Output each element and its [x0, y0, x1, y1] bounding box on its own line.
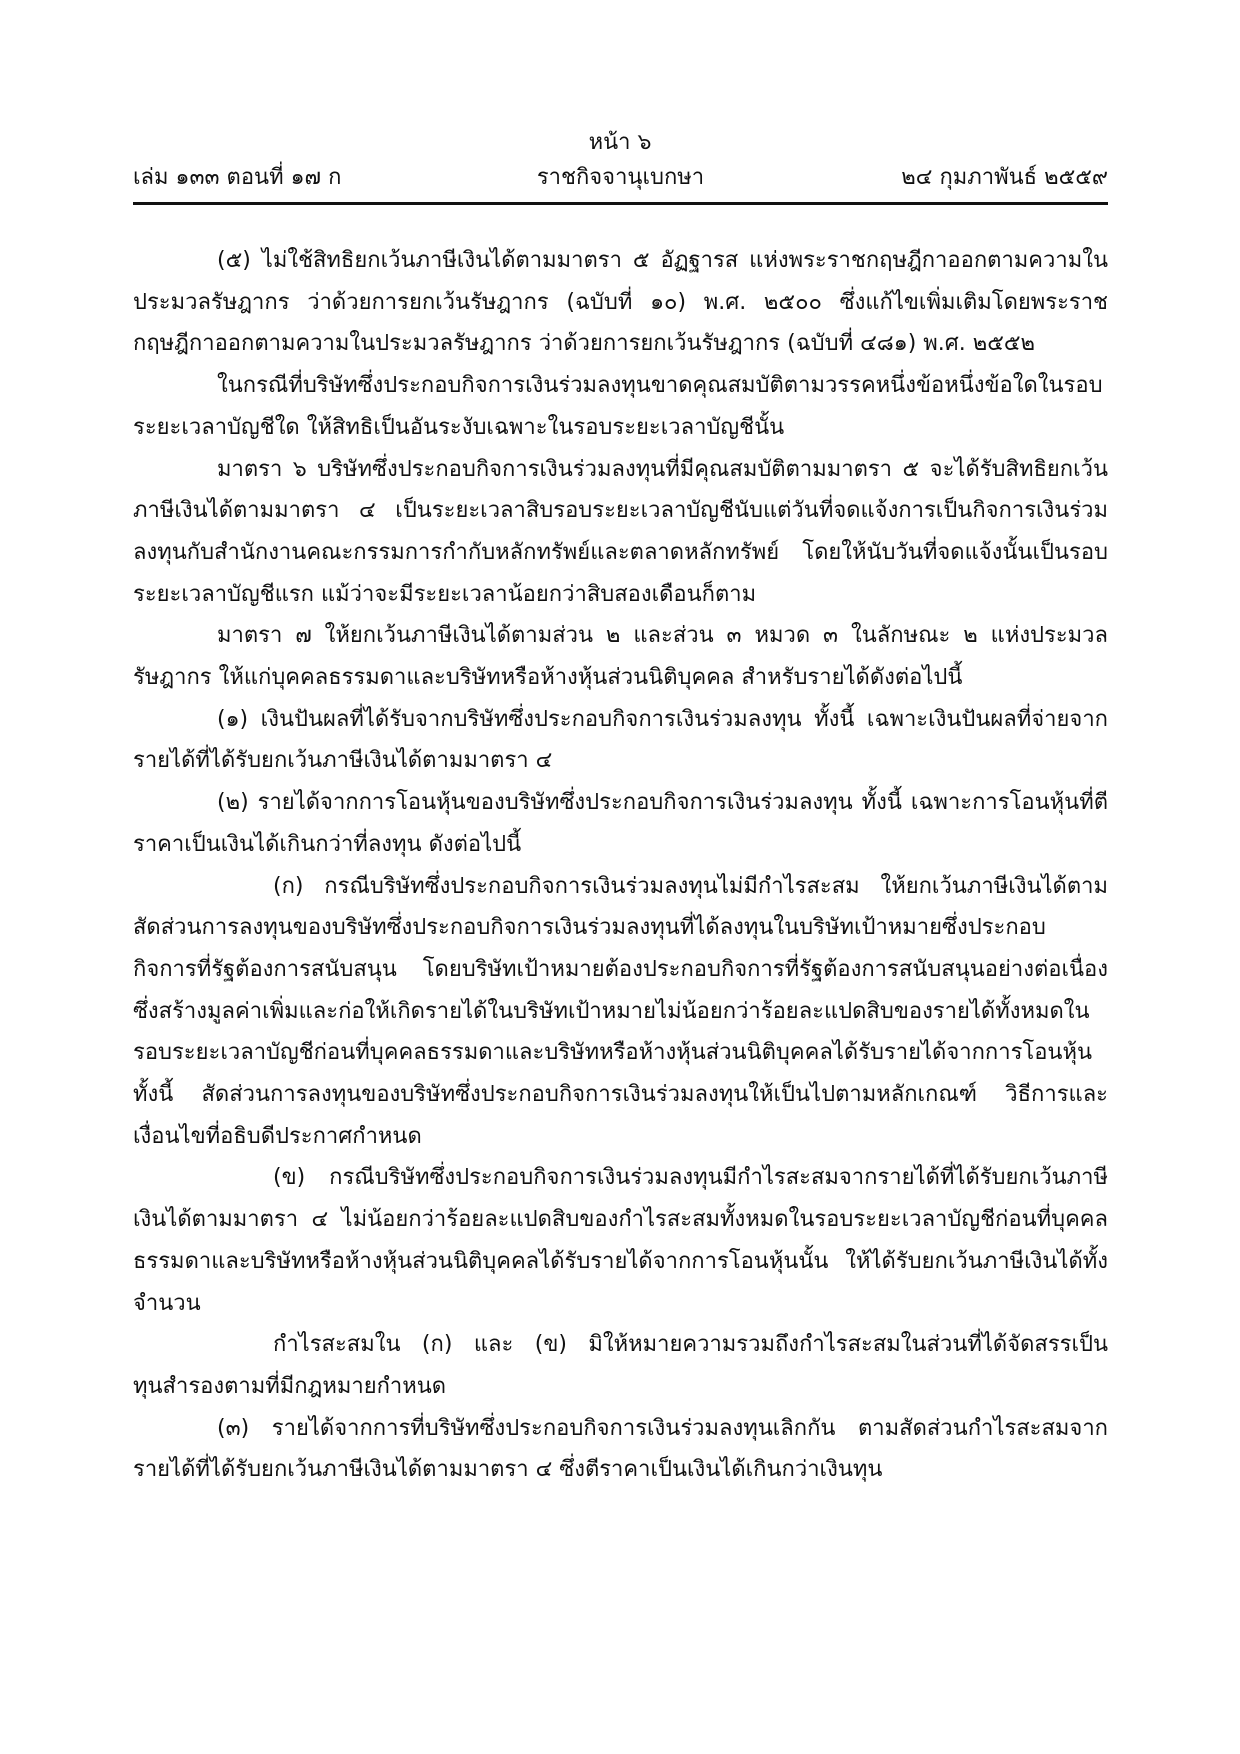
paragraph-subitem-a: (ก) กรณีบริษัทซึ่งประกอบกิจการเงินร่วมลงทุนไม่มีกำไรสะสม ให้ยกเว้นภาษีเงินได้ตามสัดส่วนการลงทุนของบริษัทซึ่งประกอบกิจการเงินร่วมลงทุนที่ได้ลงทุนในบริษัทเป้าหมายซึ่งประกอบกิจการที่รัฐต้องการสนับสนุน โดยบริษัทเป้าหมายต้องประกอบกิจการที่รัฐต้องการสนับสนุนอย่างต่อเนื่องซึ่งสร้างมูลค่าเพิ่มและก่อให้เกิดรายได้ในบริษัทเป้าหมายไม่น้อยกว่าร้อยละแปดสิบของรายได้ทั้งหมดในรอบระยะเวลาบัญชีก่อนที่บุคคลธรรมดาและบริษัทหรือห้างหุ้นส่วนนิติบุคคลได้รับรายได้จากการโอนหุ้น ทั้งนี้ สัดส่วนการลงทุนของบริษัทซึ่งประกอบกิจการเงินร่วมลงทุนให้เป็นไปตามหลักเกณฑ์ วิธีการและเงื่อนไขที่อธิบดีประกาศกำหนด	[133, 873, 1108, 1149]
paragraph-retained-earnings: กำไรสะสมใน (ก) และ (ข) มิให้หมายความรวมถึงกำไรสะสมในส่วนที่ได้จัดสรรเป็นทุนสำรองตามที่มีกฎหมายกำหนด	[133, 1332, 1108, 1399]
paragraph-clause-5: (๕) ไม่ใช้สิทธิยกเว้นภาษีเงินได้ตามมาตรา ๕ อัฏฐารส แห่งพระราชกฤษฎีกาออกตามความในประมวลรัษฎากร ว่าด้วยการยกเว้นรัษฎากร (ฉบับที่ ๑๐) พ.ศ. ๒๕๐๐ ซึ่งแก้ไขเพิ่มเติมโดยพระราชกฤษฎีกาออกตามความในประมวลรัษฎากร ว่าด้วยการยกเว้นรัษฎากร (ฉบับที่ ๔๘๑) พ.ศ. ๒๕๕๒	[133, 248, 1108, 357]
paragraph-section-6: มาตรา ๖ บริษัทซึ่งประกอบกิจการเงินร่วมลงทุนที่มีคุณสมบัติตามมาตรา ๕ จะได้รับสิทธิยกเว้นภาษีเงินได้ตามมาตรา ๔ เป็นระยะเวลาสิบรอบระยะเวลาบัญชีนับแต่วันที่จดแจ้งการเป็นกิจการเงินร่วมลงทุนกับสำนักงานคณะกรรมการกำกับหลักทรัพย์และตลาดหลักทรัพย์ โดยให้นับวันที่จดแจ้งนั้นเป็นรอบระยะเวลาบัญชีแรก แม้ว่าจะมีระยะเวลาน้อยกว่าสิบสองเดือนก็ตาม	[133, 456, 1108, 607]
paragraph-item-2: (๒) รายได้จากการโอนหุ้นของบริษัทซึ่งประกอบกิจการเงินร่วมลงทุน ทั้งนี้ เฉพาะการโอนหุ้นที่ตีราคาเป็นเงินได้เกินกว่าที่ลงทุน ดังต่อไปนี้	[133, 790, 1108, 857]
paragraph-disqualification: ในกรณีที่บริษัทซึ่งประกอบกิจการเงินร่วมลงทุนขาดคุณสมบัติตามวรรคหนึ่งข้อหนึ่งข้อใดในรอบระยะเวลาบัญชีใด ให้สิทธิเป็นอันระงับเฉพาะในรอบระยะเวลาบัญชีนั้น	[133, 373, 1103, 440]
volume-issue: เล่ม ๑๓๓ ตอนที่ ๑๗ ก	[133, 165, 342, 190]
paragraph-item-3: (๓) รายได้จากการที่บริษัทซึ่งประกอบกิจการเงินร่วมลงทุนเลิกกัน ตามสัดส่วนกำไรสะสมจากรายได้ที่ได้รับยกเว้นภาษีเงินได้ตามมาตรา ๔ ซึ่งตีราคาเป็นเงินได้เกินกว่าเงินทุน	[133, 1415, 1108, 1483]
paragraph-item-1: (๑) เงินปันผลที่ได้รับจากบริษัทซึ่งประกอบกิจการเงินร่วมลงทุน ทั้งนี้ เฉพาะเงินปันผลที่จ่ายจากรายได้ที่ได้รับยกเว้นภาษีเงินได้ตามมาตรา ๔	[133, 706, 1108, 774]
publication-date: ๒๔ กุมภาพันธ์ ๒๕๕๙	[901, 165, 1108, 190]
document-body	[133, 240, 1108, 1491]
paragraph-section-7: มาตรา ๗ ให้ยกเว้นภาษีเงินได้ตามส่วน ๒ และส่วน ๓ หมวด ๓ ในลักษณะ ๒ แห่งประมวลรัษฎากร ให้แก่บุคคลธรรมดาและบริษัทหรือห้างหุ้นส่วนนิติบุคคล สำหรับรายได้ดังต่อไปนี้	[133, 623, 1108, 691]
header-divider	[133, 202, 1108, 205]
running-header	[133, 163, 1108, 195]
publication-name: ราชกิจจานุเบกษา	[536, 165, 705, 190]
paragraph-subitem-b: (ข) กรณีบริษัทซึ่งประกอบกิจการเงินร่วมลงทุนมีกำไรสะสมจากรายได้ที่ได้รับยกเว้นภาษีเงินได้ตามมาตรา ๔ ไม่น้อยกว่าร้อยละแปดสิบของกำไรสะสมทั้งหมดในรอบระยะเวลาบัญชีก่อนที่บุคคลธรรมดาและบริษัทหรือห้างหุ้นส่วนนิติบุคคลได้รับรายได้จากการโอนหุ้นนั้น ให้ได้รับยกเว้นภาษีเงินได้ทั้งจำนวน	[133, 1165, 1108, 1316]
page-number: หน้า ๖	[588, 130, 652, 155]
